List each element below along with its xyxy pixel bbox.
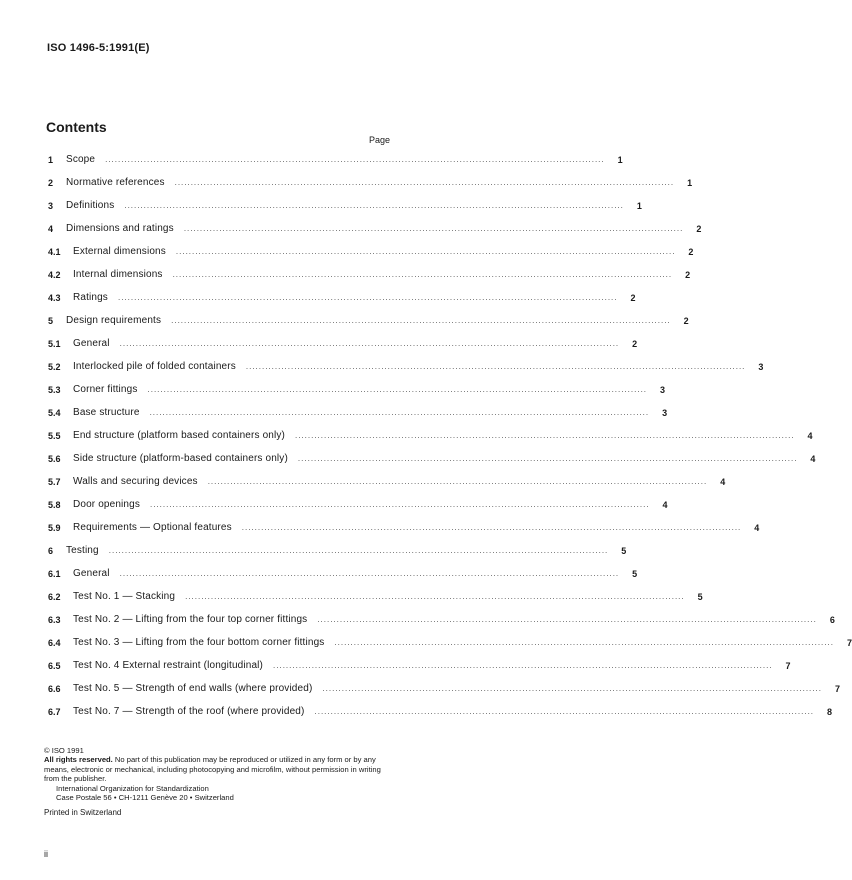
copyright-line: © ISO 1991	[44, 746, 84, 755]
toc-entry	[48, 516, 760, 539]
toc-entry	[48, 677, 840, 700]
toc-entry-page: 3	[758, 361, 764, 372]
toc-entry-title: Definitions	[66, 200, 115, 211]
table-of-contents	[48, 148, 852, 723]
toc-entry-number: 5.7	[48, 476, 61, 487]
toc-entry-title: Test No. 2 — Lifting from the four top corner fittings	[73, 614, 308, 625]
toc-entry-number: 2	[48, 177, 54, 188]
rights-bold: All rights reserved.	[44, 755, 113, 765]
toc-entry	[48, 263, 691, 286]
toc-entry-title: Base structure	[73, 407, 140, 418]
toc-entry-number: 4.3	[48, 292, 61, 303]
toc-leader-dots: ...........................................................................................................................................................	[171, 316, 671, 325]
toc-entry-title: Normative references	[66, 177, 165, 188]
toc-leader-dots: ...........................................................................................................................................................	[185, 592, 685, 601]
toc-entry-page: 7	[846, 637, 852, 648]
toc-entry	[48, 493, 668, 516]
toc-entry-number: 6.7	[48, 706, 61, 717]
toc-leader-dots: ...........................................................................................................................................................	[207, 477, 708, 486]
page-number: ii	[44, 849, 48, 859]
toc-entry-title: General	[73, 568, 110, 579]
toc-entry-number: 6.6	[48, 683, 61, 694]
toc-leader-dots: ...........................................................................................................................................................	[241, 523, 742, 532]
toc-entry-title: End structure (platform based containers only)	[73, 430, 285, 441]
toc-entry-number: 5.4	[48, 407, 61, 418]
toc-entry	[48, 171, 693, 194]
toc-entry	[48, 286, 636, 309]
toc-entry-title: Door openings	[73, 499, 140, 510]
toc-leader-dots: ...........................................................................................................................................................	[317, 615, 817, 624]
toc-entry	[48, 631, 852, 654]
toc-leader-dots: ...........................................................................................................................................................	[174, 178, 675, 187]
page-column-label: Page	[368, 135, 390, 145]
toc-leader-dots: ...........................................................................................................................................................	[314, 707, 815, 716]
toc-entry-title: Design requirements	[66, 315, 162, 326]
toc-leader-dots: ...........................................................................................................................................................	[172, 270, 673, 279]
toc-entry-number: 6.3	[48, 614, 61, 625]
toc-entry	[48, 424, 813, 447]
toc-entry-page: 4	[807, 430, 813, 441]
toc-leader-dots: ...........................................................................................................................................................	[105, 155, 605, 164]
toc-entry-page: 2	[685, 269, 691, 280]
toc-entry-title: Test No. 4 External restraint (longitudinal)	[73, 660, 264, 671]
toc-entry-title: Test No. 3 — Lifting from the four bottom corner fittings	[73, 637, 325, 648]
toc-entry-page: 2	[683, 315, 689, 326]
toc-entry-title: Dimensions and ratings	[66, 223, 174, 234]
toc-entry-number: 5.3	[48, 384, 61, 395]
toc-entry-page: 1	[636, 200, 642, 211]
toc-entry-number: 5.8	[48, 499, 61, 510]
toc-leader-dots: ...........................................................................................................................................................	[273, 661, 773, 670]
toc-entry	[48, 355, 764, 378]
toc-entry-title: Test No. 1 — Stacking	[73, 591, 176, 602]
toc-entry-title: Corner fittings	[73, 384, 138, 395]
toc-entry	[48, 332, 638, 355]
toc-entry	[48, 194, 642, 217]
toc-entry	[48, 447, 816, 470]
toc-entry-page: 2	[632, 338, 638, 349]
toc-entry	[48, 654, 791, 677]
toc-entry-title: Ratings	[73, 292, 108, 303]
toc-entry-page: 4	[720, 476, 726, 487]
toc-entry-number: 4.2	[48, 269, 61, 280]
organization-address: Case Postale 56 • CH-1211 Genève 20 • Switzerland	[56, 793, 234, 803]
toc-entry-title: Interlocked pile of folded containers	[73, 361, 236, 372]
toc-entry-number: 3	[48, 200, 54, 211]
toc-entry-page: 3	[662, 407, 668, 418]
toc-entry-page: 4	[662, 499, 668, 510]
toc-leader-dots: ...........................................................................................................................................................	[119, 569, 620, 578]
copyright-notice	[44, 746, 394, 802]
toc-entry	[48, 700, 833, 723]
toc-leader-dots: ...........................................................................................................................................................	[108, 546, 609, 555]
toc-entry-number: 4.1	[48, 246, 61, 257]
toc-leader-dots: ...........................................................................................................................................................	[175, 247, 676, 256]
toc-entry-title: General	[73, 338, 110, 349]
toc-entry-page: 8	[827, 706, 833, 717]
toc-entry-page: 4	[754, 522, 760, 533]
toc-entry	[48, 585, 703, 608]
toc-entry-page: 7	[785, 660, 791, 671]
toc-entry-number: 5	[48, 315, 54, 326]
toc-entry-page: 6	[829, 614, 835, 625]
toc-entry	[48, 240, 694, 263]
toc-entry	[48, 539, 627, 562]
toc-entry-page: 3	[660, 384, 666, 395]
toc-entry-title: Test No. 7 — Strength of the roof (where provided)	[73, 706, 305, 717]
organization-name: International Organization for Standardization	[56, 783, 209, 793]
toc-entry-page: 2	[630, 292, 636, 303]
toc-entry	[48, 217, 702, 240]
toc-entry-number: 6	[48, 545, 54, 556]
toc-leader-dots: ...........................................................................................................................................................	[119, 339, 620, 348]
toc-entry-page: 1	[687, 177, 693, 188]
toc-entry-number: 5.5	[48, 430, 61, 441]
toc-entry-title: Test No. 5 — Strength of end walls (where provided)	[73, 683, 313, 694]
toc-entry-page: 7	[834, 683, 840, 694]
toc-entry-title: Walls and securing devices	[73, 476, 198, 487]
toc-entry	[48, 309, 689, 332]
toc-entry-title: Scope	[66, 154, 96, 165]
toc-entry	[48, 608, 835, 631]
rights-text: No part of this publication may be reproduced or utilized in any form or by any means, electronic or mechanical, including photocopying and microfilm, without permission in writing from the publisher.	[44, 755, 381, 784]
toc-leader-dots: ...........................................................................................................................................................	[322, 684, 822, 693]
toc-entry-page: 2	[696, 223, 702, 234]
printed-in: Printed in Switzerland	[44, 808, 122, 817]
toc-leader-dots: ...........................................................................................................................................................	[149, 408, 650, 417]
toc-entry-title: External dimensions	[73, 246, 166, 257]
toc-entry-page: 5	[621, 545, 627, 556]
toc-entry-number: 5.1	[48, 338, 61, 349]
toc-entry-number: 6.2	[48, 591, 61, 602]
toc-entry-title: Internal dimensions	[73, 269, 163, 280]
toc-entry-number: 6.4	[48, 637, 61, 648]
toc-leader-dots: ...........................................................................................................................................................	[245, 362, 746, 371]
toc-entry-title: Side structure (platform-based containers only)	[73, 453, 288, 464]
toc-entry-number: 5.9	[48, 522, 61, 533]
toc-entry-number: 4	[48, 223, 54, 234]
toc-entry-title: Testing	[66, 545, 99, 556]
toc-entry	[48, 148, 623, 171]
toc-leader-dots: ...........................................................................................................................................................	[147, 385, 648, 394]
toc-entry	[48, 562, 638, 585]
toc-entry-page: 2	[688, 246, 694, 257]
toc-entry-number: 5.2	[48, 361, 61, 372]
toc-entry-page: 5	[697, 591, 703, 602]
toc-leader-dots: ...........................................................................................................................................................	[295, 431, 795, 440]
rights-statement	[44, 755, 394, 783]
toc-entry	[48, 378, 666, 401]
toc-leader-dots: ...........................................................................................................................................................	[183, 224, 684, 233]
toc-entry-number: 6.5	[48, 660, 61, 671]
toc-entry-page: 4	[810, 453, 816, 464]
toc-leader-dots: ...........................................................................................................................................................	[297, 454, 798, 463]
toc-entry	[48, 470, 726, 493]
contents-title: Contents	[46, 119, 107, 135]
toc-leader-dots: ...........................................................................................................................................................	[124, 201, 624, 210]
toc-leader-dots: ...........................................................................................................................................................	[150, 500, 650, 509]
document-code: ISO 1496-5:1991(E)	[47, 42, 150, 54]
toc-entry	[48, 401, 668, 424]
toc-entry-page: 1	[617, 154, 623, 165]
toc-leader-dots: ...........................................................................................................................................................	[334, 638, 834, 647]
toc-entry-page: 5	[632, 568, 638, 579]
toc-leader-dots: ...........................................................................................................................................................	[117, 293, 618, 302]
toc-entry-number: 5.6	[48, 453, 61, 464]
toc-entry-number: 1	[48, 154, 54, 165]
toc-entry-number: 6.1	[48, 568, 61, 579]
toc-entry-title: Requirements — Optional features	[73, 522, 232, 533]
